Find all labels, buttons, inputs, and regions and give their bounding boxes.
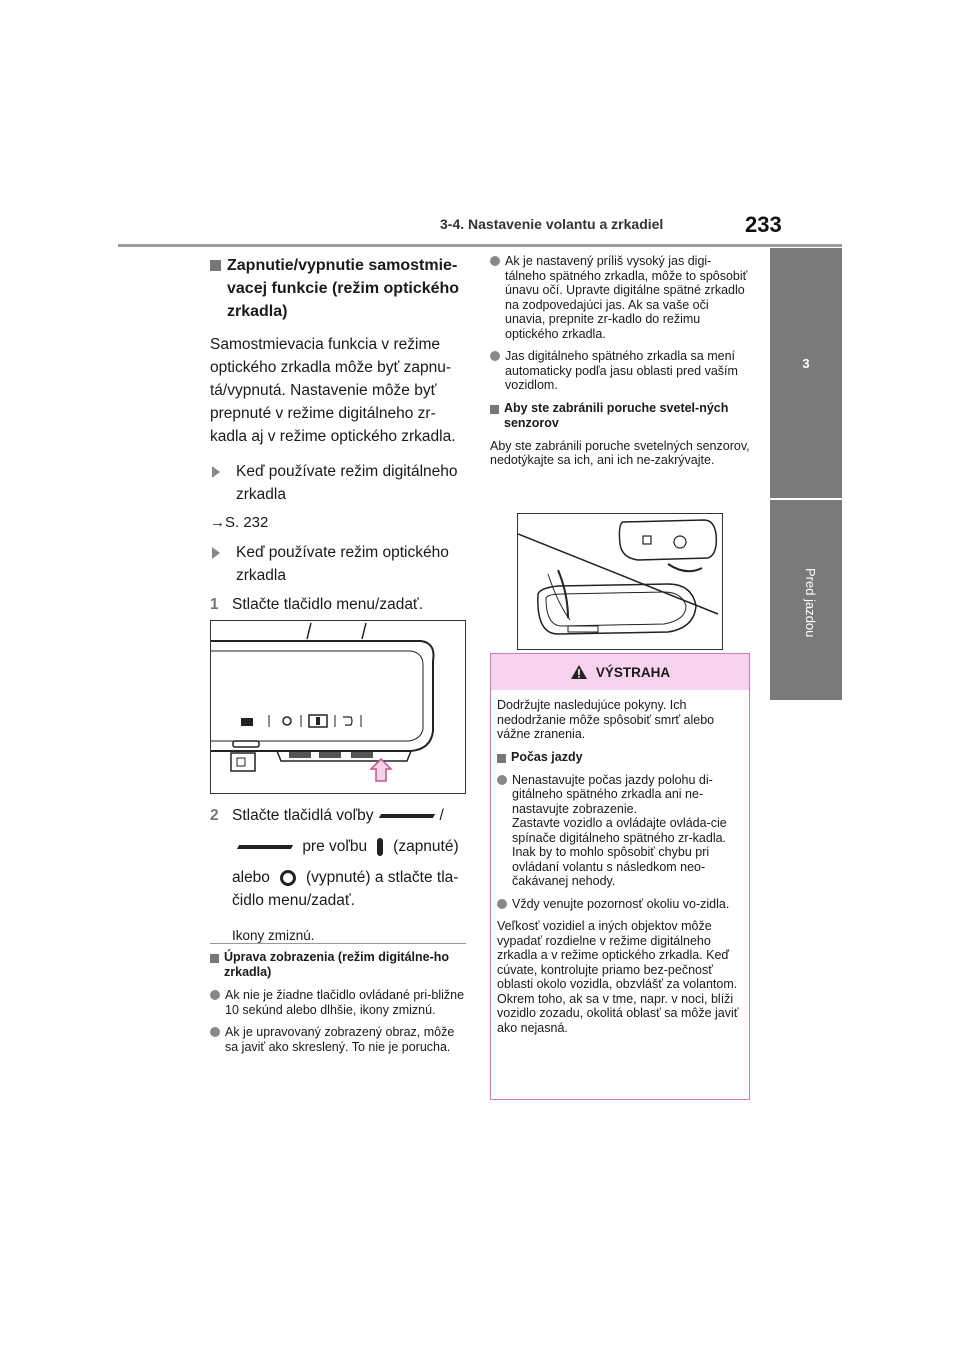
warning-body (491, 690, 749, 1035)
chapter-tab-number (770, 248, 842, 498)
dot-bullet-icon (490, 351, 500, 361)
display-adjust-section (210, 950, 466, 1062)
list-item (497, 773, 743, 889)
list-item (490, 254, 752, 341)
dot-bullet-icon (210, 990, 220, 1000)
off-icon (280, 870, 296, 886)
page-number: 233 (745, 212, 782, 237)
warning-bullet-1-text: Nenastavujte počas jazdy polohu di-gitálneho spätného zrkadla ani ne-nastavujte zobrazenie. (512, 772, 713, 816)
triangle-bullet-icon (212, 547, 228, 559)
dot-bullet-icon (497, 775, 507, 785)
sensor-paragraph: Aby ste zabránili poruche svetelných senzorov, nedotýkajte sa ich, ani ich ne-zakrývajte. (490, 438, 750, 467)
section-heading (210, 254, 470, 323)
list-item-text: Jas digitálneho spätného zrkadla sa mení automaticky podľa jasu oblasti pred vaším vozidlom. (505, 349, 738, 392)
dot-bullet-icon (210, 1027, 220, 1037)
sensor-figure (517, 513, 723, 650)
chapter-label: Pred jazdou (803, 568, 818, 638)
dot-bullet-icon (490, 256, 500, 266)
case-optical (212, 541, 470, 587)
up-select-icon (378, 814, 434, 818)
list-item-text: Ak nie je žiadne tlačidlo ovládané pri-bližne 10 sekúnd alebo dlhšie, ikony zmiznú. (225, 988, 465, 1017)
on-icon (377, 838, 383, 856)
right-column (490, 254, 752, 476)
case-optical-text: Keď používate režim optického zrkadla (236, 544, 449, 584)
case-digital-text: Keď používate režim digitálneho zrkadla (236, 463, 458, 503)
intro-paragraph: Samostmievacia funkcia v režime optického zrkadla môže byť zapnu-tá/vypnutá. Nastavenie môže byť prepnuté v režime digitálneho zr-kadla aj v režime optického zrkadla. (210, 336, 456, 445)
mirror-illustration (211, 621, 464, 792)
down-select-icon (237, 845, 293, 849)
warning-intro: Dodržujte nasledujúce pokyny. Ich nedodržanie môže spôsobiť smrť alebo vážne zranenia. (497, 698, 715, 741)
mirror-figure (210, 620, 466, 794)
left-column (210, 254, 470, 651)
square-bullet-icon (210, 260, 221, 271)
warning-triangle-icon (570, 664, 588, 680)
sensor-illustration (518, 514, 721, 648)
square-bullet-icon (210, 954, 219, 963)
warning-subheading-text: Počas jazdy (511, 749, 583, 764)
warning-paragraph-1: Veľkosť vozidiel a iných objektov môže vypadať rozdielne v režime digitálneho zrkadla a v režime optického zrkadla. Keď cúvate, kontrolujte priamo bez-pečnosť oblasti okolo vozidla, obzvlášť za volantom. (497, 919, 738, 991)
square-bullet-icon (490, 405, 499, 414)
list-item (210, 1025, 466, 1054)
sensor-heading-text: Aby ste zabránili poruche svetel-ných senzorov (504, 400, 729, 430)
subsection-heading (210, 950, 466, 980)
subsection-heading-text: Úprava zobrazenia (režim digitálne-ho zrkadla) (224, 950, 450, 979)
warning-paragraph-2: Okrem toho, ak sa v tme, napr. v noci, blíži vozidlo zozadu, okolitá oblasť sa môže javiť ako nejasná. (497, 991, 739, 1035)
divider (210, 943, 466, 944)
warning-box (490, 653, 750, 1100)
step-1-text: Stlačte tlačidlo menu/zadať. (232, 596, 424, 613)
list-item (497, 897, 743, 912)
step-1 (210, 593, 470, 616)
list-item (210, 988, 466, 1017)
header-rule (118, 244, 842, 247)
step-2-on: (zapnuté) (393, 838, 459, 855)
warning-title: VÝSTRAHA (595, 664, 671, 680)
sensor-heading (490, 401, 752, 431)
section-title: 3-4. Nastavenie volantu a zrkadiel (440, 216, 664, 232)
section-heading-text: Zapnutie/vypnutie samostmie-vacej funkcie (režim optického zrkadla) (227, 257, 460, 320)
case-digital (212, 460, 470, 506)
warning-bullet-1-cont2: Inak by to mohlo spôsobiť chybu pri ovládaní volantu s následkom neo-čakávanej nehody. (512, 845, 710, 888)
step-number: 1 (210, 596, 219, 613)
list-item-text: Ak je upravovaný zobrazený obraz, môže sa javiť ako skreslený. To nie je porucha. (225, 1025, 455, 1054)
step-2-text-b: pre voľbu (302, 838, 368, 855)
triangle-bullet-icon (212, 466, 228, 478)
step-number: 2 (210, 807, 219, 824)
page-reference: →S. 232 (210, 514, 269, 531)
step-2-off: (vypnuté) a stlačte tla-čidlo menu/zadať. (232, 869, 459, 909)
warning-header (491, 654, 749, 690)
warning-bullet-1-cont1: Zastavte vozidlo a ovládajte ovláda-cie spínače digitálneho spätného zr-kadla. (512, 816, 727, 845)
step-2-slash: / (439, 807, 444, 824)
step-2 (210, 804, 472, 961)
list-item-text: Ak je nastavený príliš vysoký jas digi-tálneho spätného zrkadla, môže to spôsobiť únavu očí. Upravte digitálne spätné zrkadlo na zodpovedajúci jas. Ak sa vaše oči unavia, prepnite zr-kadlo do režimu optického zrkadla. (505, 254, 748, 341)
chapter-number: 3 (802, 356, 810, 371)
warning-subheading (497, 750, 743, 765)
step-2-text-a: Stlačte tlačidlá voľby (232, 807, 374, 824)
warning-bullet-1 (512, 773, 743, 889)
step-2-note: Ikony zmiznú. (232, 928, 315, 943)
warning-bullet-2-text: Vždy venujte pozornosť okoliu vo-zidla. (512, 896, 730, 911)
square-bullet-icon (497, 754, 506, 763)
list-item (490, 349, 752, 393)
dot-bullet-icon (497, 899, 507, 909)
step-2-text-c: alebo (232, 869, 270, 886)
chapter-tab (770, 500, 842, 700)
